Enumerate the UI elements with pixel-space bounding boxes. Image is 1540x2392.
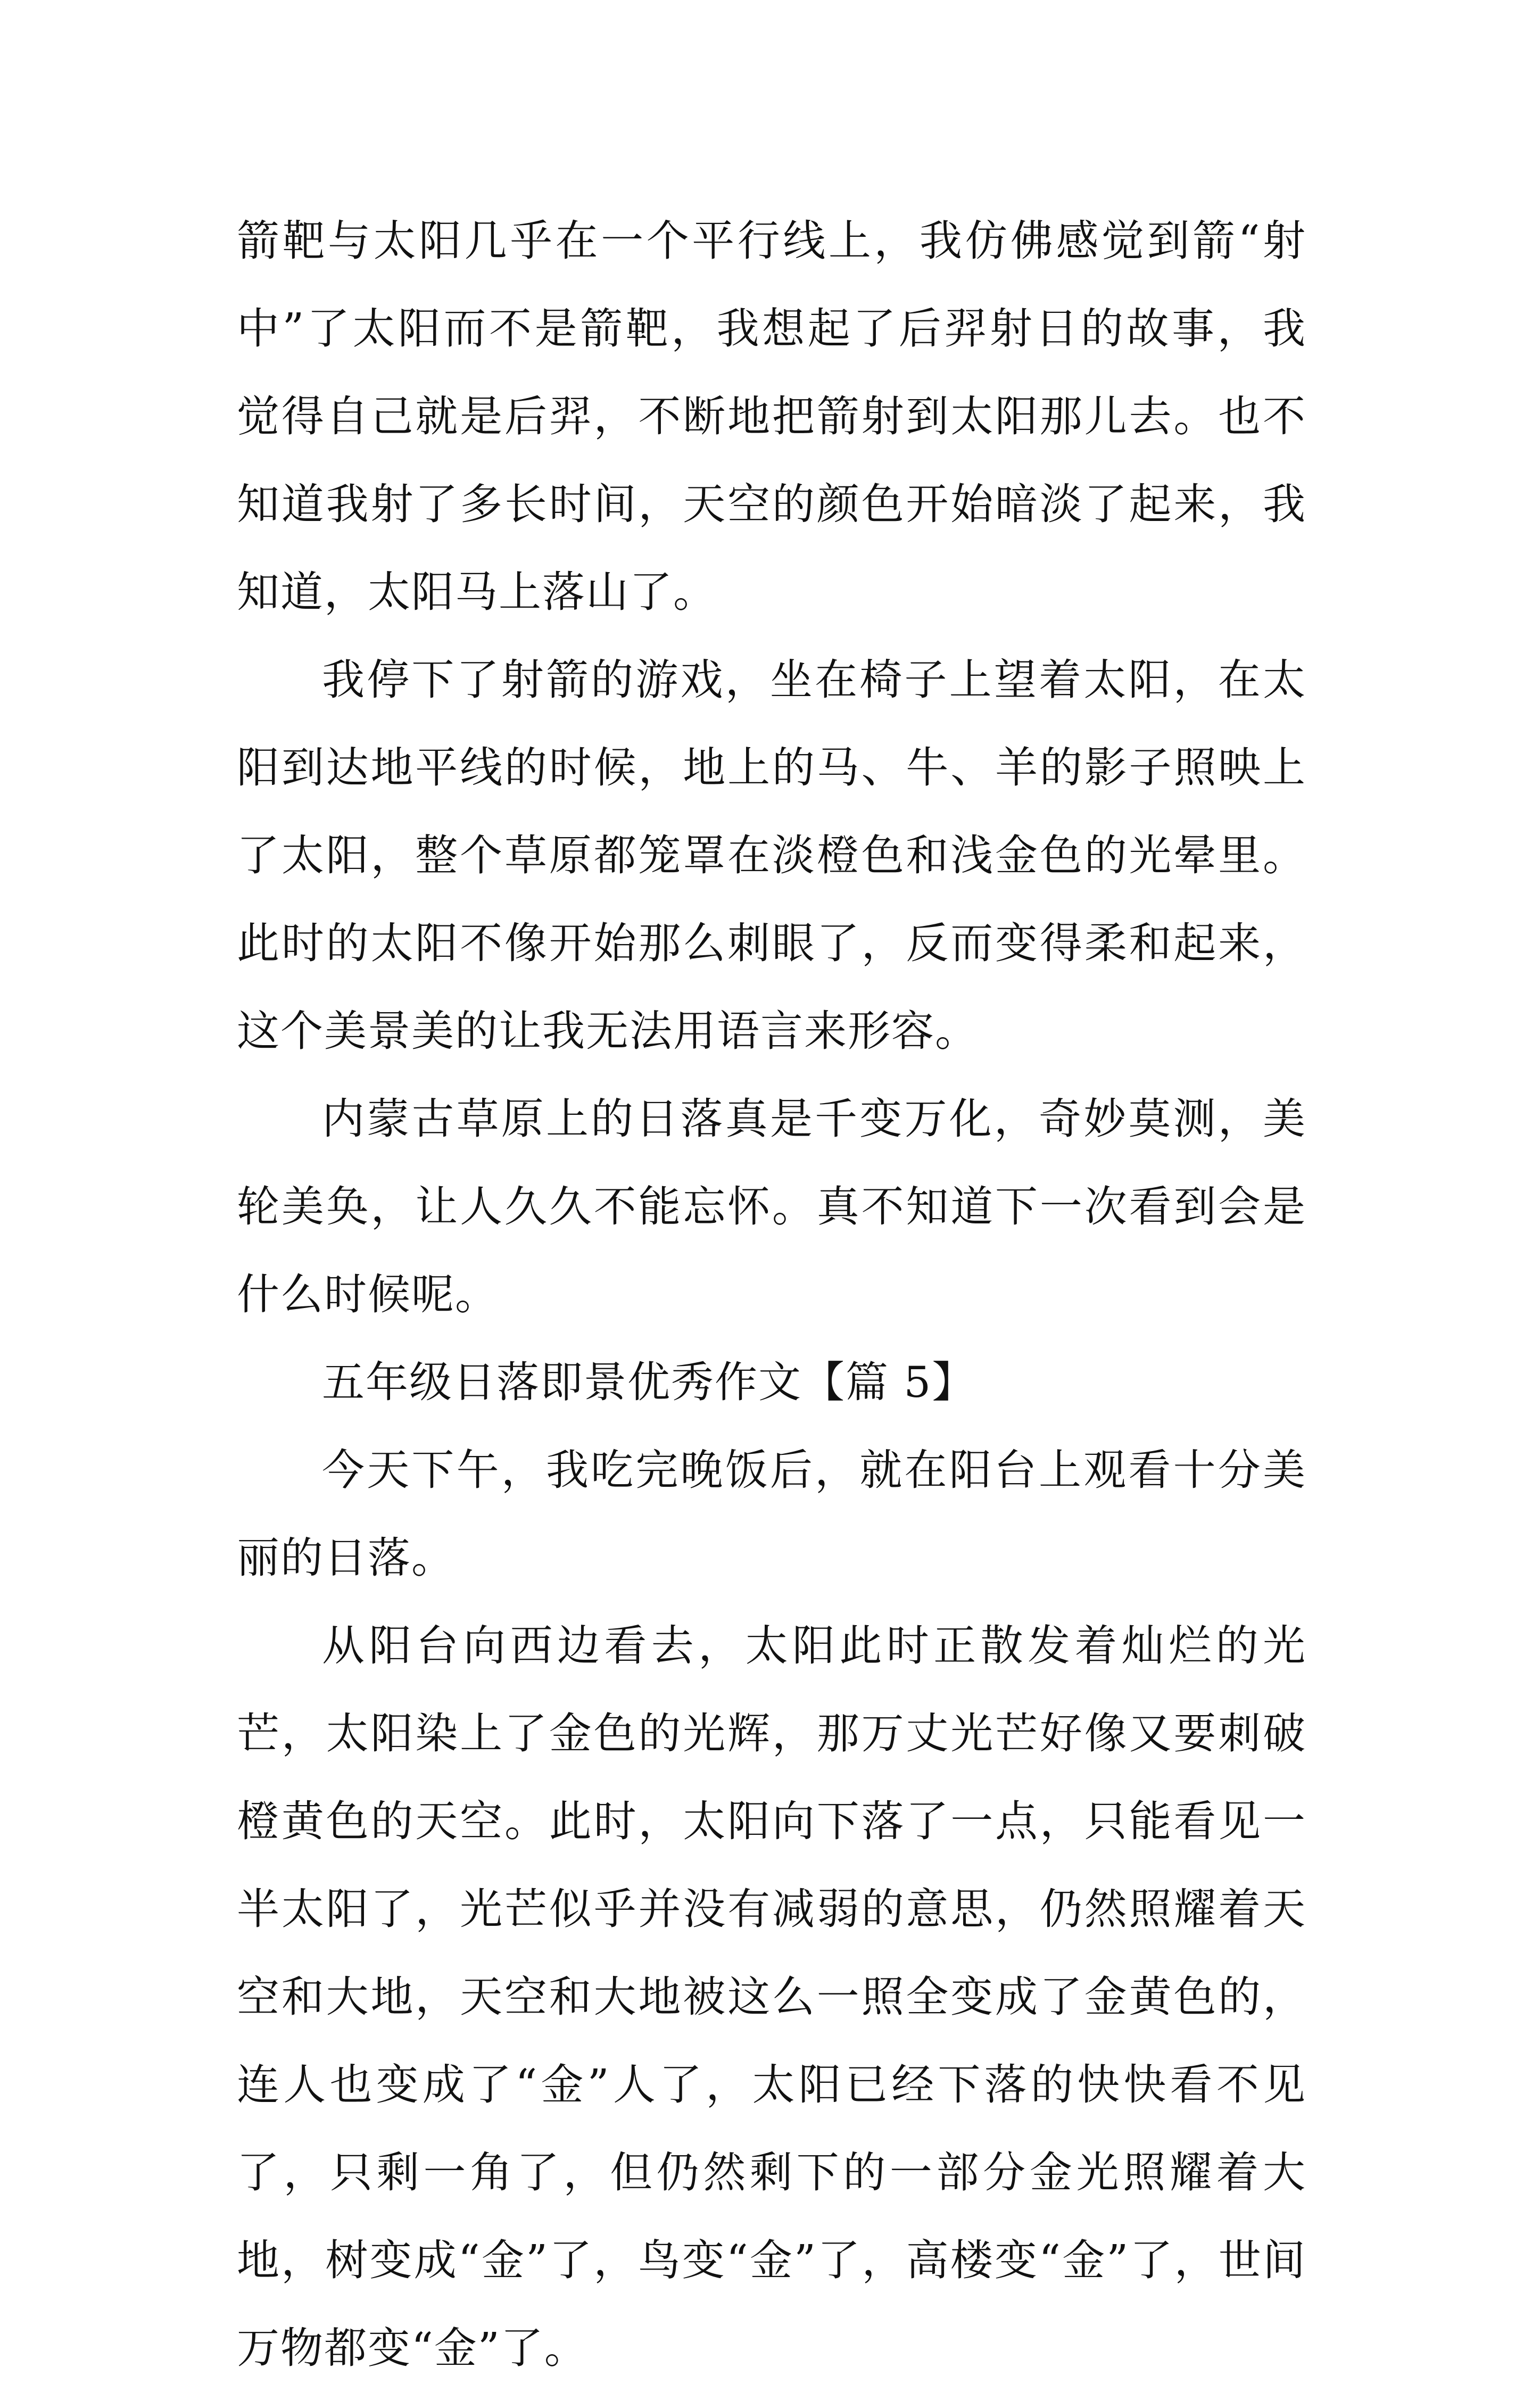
- paragraph: 今天下午，我吃完晚饭后，就在阳台上观看十分美丽的日落。: [237, 1445, 1306, 1583]
- paragraph-continued: 箭靶与太阳几乎在一个平行线上，我仿佛感觉到箭“射中”了太阳而不是箭靶，我想起了后羿射日的故事，我觉得自己就是后羿，不断地把箭射到太阳那儿去。也不知道我射了多长时间，天空的颜色开始暗淡了起来，我知道，太阳马上落山了。: [237, 216, 1306, 617]
- section-heading: 五年级日落即景优秀作文【篇 5】: [322, 1358, 976, 1407]
- paragraph: 内蒙古草原上的日落真是千变万化，奇妙莫测，美轮美奂，让人久久不能忘怀。真不知道下一次看到会是什么时候呢。: [237, 1094, 1306, 1319]
- paragraph: 我停下了射箭的游戏，坐在椅子上望着太阳，在太阳到达地平线的时候，地上的马、牛、羊的影子照映上了太阳，整个草原都笼罩在淡橙色和浅金色的光晕里。此时的太阳不像开始那么刺眼了，反而变得柔和起来，这个美景美的让我无法用语言来形容。: [237, 655, 1306, 1056]
- article-body: [237, 197, 1306, 2392]
- paragraph: 从阳台向西边看去，太阳此时正散发着灿烂的光芒，太阳染上了金色的光辉，那万丈光芒好像又要刺破橙黄色的天空。此时，太阳向下落了一点，只能看见一半太阳了，光芒似乎并没有减弱的意思，仍然照耀着天空和大地，天空和大地被这么一照全变成了金黄色的，连人也变成了“金”人了，太阳已经下落的快快看不见了，只剩一角了，但仍然剩下的一部分金光照耀着大地，树变成“金”了，鸟变“金”了，高楼变“金”了，世间万物都变“金”了。: [237, 1621, 1306, 2373]
